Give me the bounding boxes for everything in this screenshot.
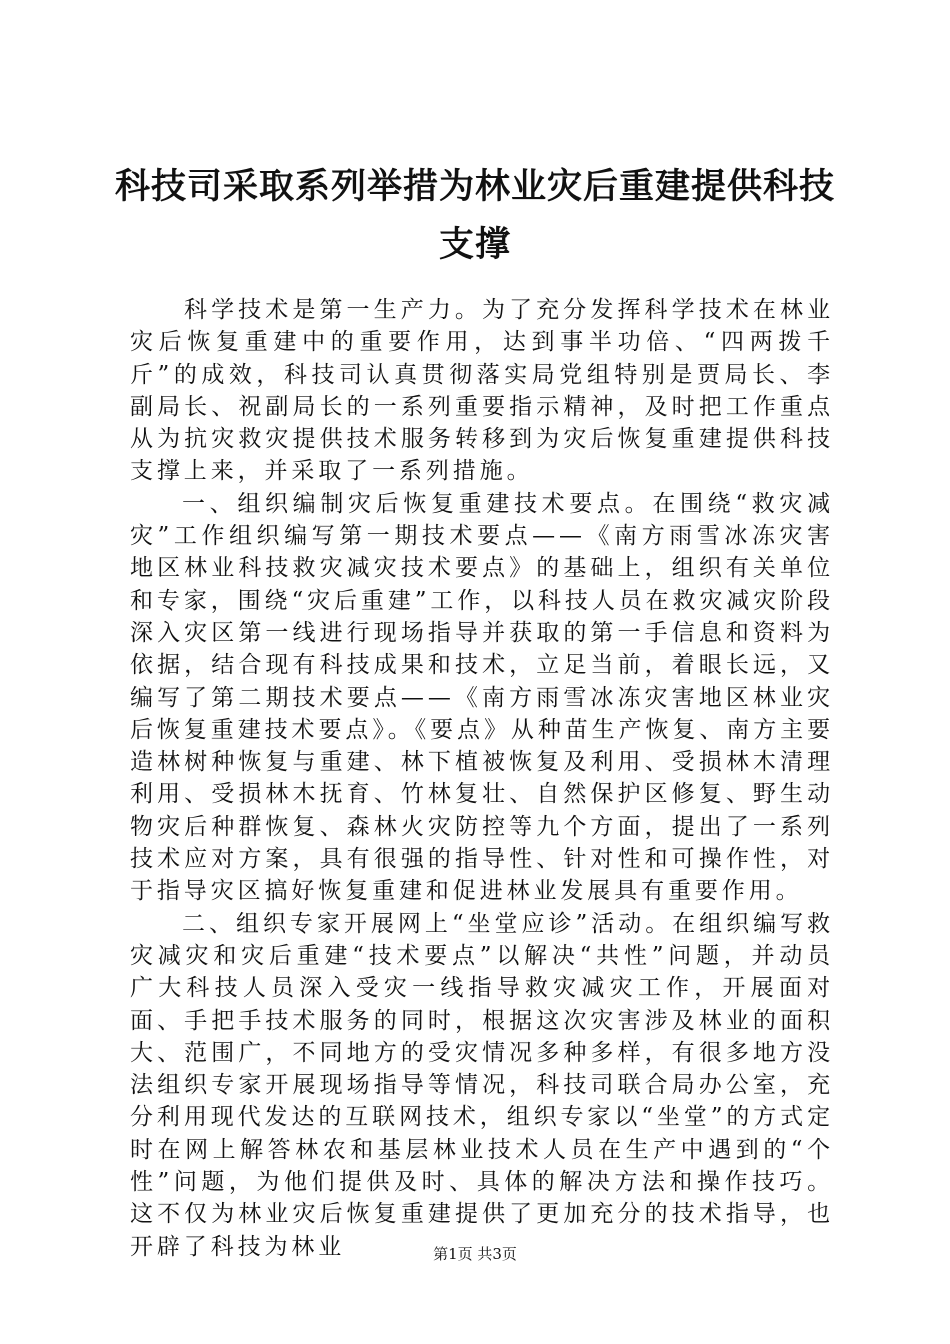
page-number-footer: 第1页 共3页: [433, 1245, 517, 1263]
paragraph-section-1: 一、组织编制灾后恢复重建技术要点。在围绕“救灾减灾”工作组织编写第一期技术要点——《南方雨雪冰冻灾害地区林业科技救灾减灾技术要点》的基础上，组织有关单位和专家，围绕“灾后重建”工作，以科技人员在救灾减灾阶段深入灾区第一线进行现场指导并获取的第一手信息和资料为依据，结合现有科技成果和技术，立足当前，着眼长远，又编写了第二期技术要点——《南方雨雪冰冻灾害地区林业灾后恢复重建技术要点》。《要点》从种苗生产恢复、南方主要造林树种恢复与重建、林下植被恢复及利用、受损林木清理利用、受损林木抚育、竹林复壮、自然保护区修复、野生动物灾后种群恢复、森林火灾防控等九个方面，提出了一系列技术应对方案，具有很强的指导性、针对性和可操作性，对于指导灾区搞好恢复重建和促进林业发展具有重要作用。: [130, 490, 834, 905]
paragraph-section-2: 二、组织专家开展网上“坐堂应诊”活动。在组织编写救灾减灾和灾后重建“技术要点”以解决“共性”问题，并动员广大科技人员深入受灾一线指导救灾减灾工作，开展面对面、手把手技术服务的同时，根据这次灾害涉及林业的面积大、范围广，不同地方的受灾情况多种多样，有很多地方没法组织专家开展现场指导等情况，科技司联合局办公室，充分利用现代发达的互联网技术，组织专家以“坐堂”的方式定时在网上解答林农和基层林业技术人员在生产中遇到的“个性”问题，为他们提供及时、具体的解决方法和操作技巧。这不仅为林业灾后恢复重建提供了更加充分的技术指导，也开辟了科技为林业: [130, 910, 834, 1260]
document-body: [130, 294, 834, 1263]
paragraph-intro: 科学技术是第一生产力。为了充分发挥科学技术在林业灾后恢复重建中的重要作用，达到事半功倍、“四两拨千斤”的成效，科技司认真贯彻落实局党组特别是贾局长、李副局长、祝副局长的一系列重要指示精神，及时把工作重点从为抗灾救灾提供技术服务转移到为灾后恢复重建提供科技支撑上来，并采取了一系列措施。: [130, 297, 834, 485]
document-title: 科技司采取系列举措为林业灾后重建提供科技支撑: [114, 167, 835, 265]
